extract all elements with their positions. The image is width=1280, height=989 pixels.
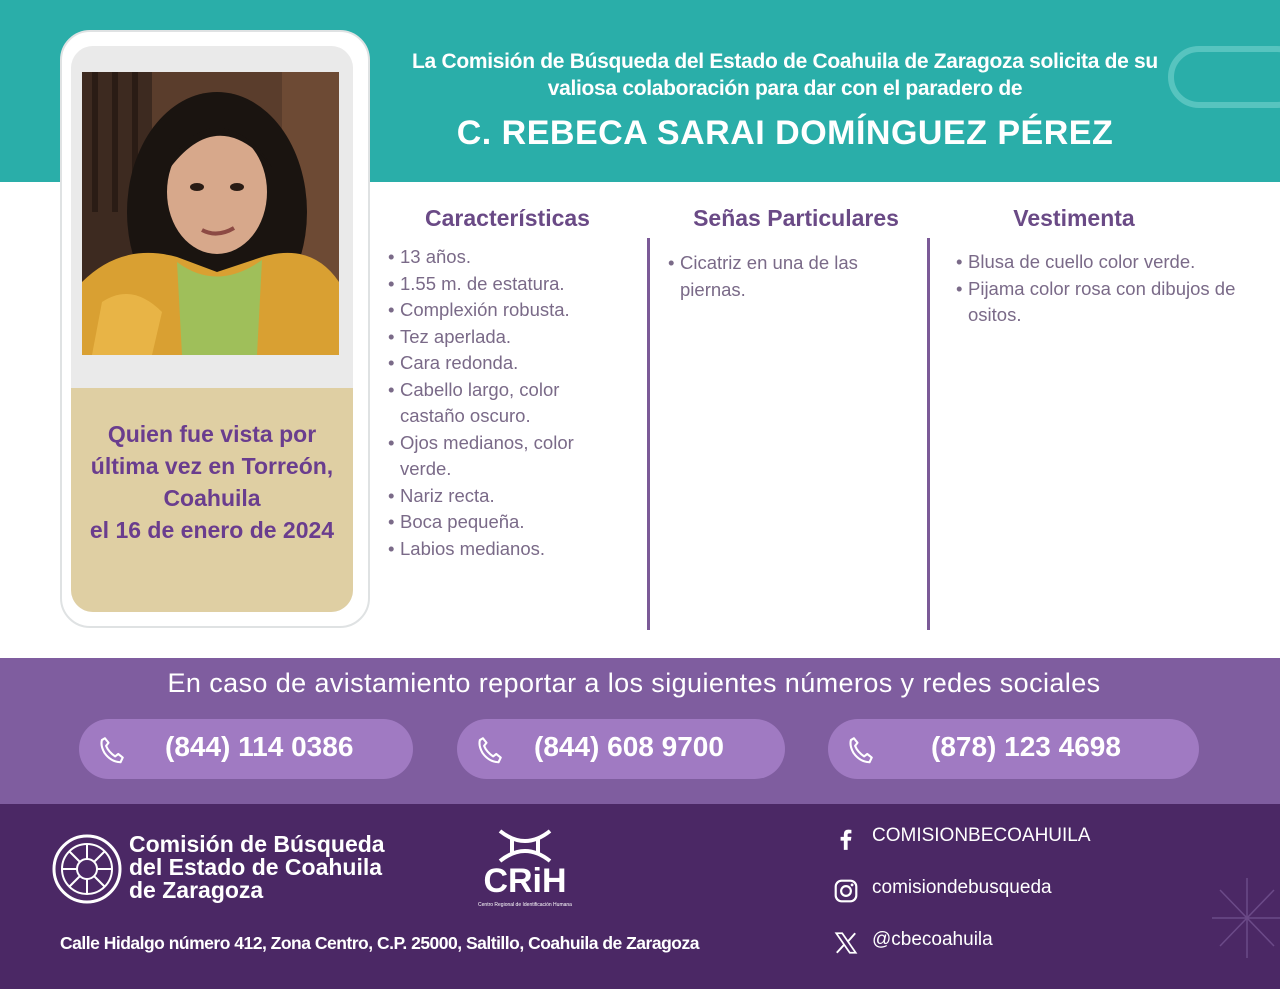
list-item: • Cabello largo, color castaño oscuro. [388, 377, 598, 430]
crih-logo-text: CRiH [483, 862, 567, 900]
comision-emblem-icon [51, 833, 123, 905]
caracteristicas-list [388, 244, 623, 562]
phone-icon [473, 733, 509, 769]
facebook-icon[interactable] [833, 826, 859, 852]
vestimenta-list [956, 249, 1256, 329]
facebook-handle[interactable]: COMISIONBECOAHUILA [872, 825, 1091, 846]
instagram-icon[interactable] [833, 878, 859, 904]
list-item: • 1.55 m. de estatura. [388, 271, 623, 298]
list-item: • Labios medianos. [388, 536, 623, 563]
list-item: • Pijama color rosa con dibujos de ositos. [956, 276, 1256, 329]
senas-list [668, 250, 900, 303]
list-item: • Cara redonda. [388, 350, 623, 377]
x-handle[interactable]: @cbecoahuila [872, 929, 993, 950]
x-icon[interactable] [833, 930, 859, 956]
intro-text: La Comisión de Búsqueda del Estado de Coahuila de Zaragoza solicita de su valiosa colaboración para dar con el paradero de [412, 50, 1158, 100]
list-item: • Blusa de cuello color verde. [956, 249, 1256, 276]
person-photo [82, 72, 339, 355]
instagram-handle[interactable]: comisiondebusqueda [872, 877, 1052, 898]
crih-logo-subtext: Centro Regional de Identificación Humana [478, 902, 572, 908]
phone-number: (878) 123 4698 [931, 731, 1121, 762]
last-seen-date: el 16 de enero de 2024 [89, 517, 335, 543]
phone-button-3[interactable] [828, 719, 1199, 779]
organization-name: Comisión de Búsqueda del Estado de Coahuila de Zaragoza [129, 831, 385, 903]
list-item: • Cicatriz en una de las piernas. [668, 250, 900, 303]
decorative-pill [1168, 46, 1280, 108]
column-divider [647, 238, 650, 630]
list-item: • Complexión robusta. [388, 297, 623, 324]
phone-icon [95, 733, 131, 769]
report-instructions: En caso de avistamiento reportar a los siguientes números y redes sociales [167, 668, 1101, 698]
phone-number: (844) 608 9700 [534, 731, 724, 762]
vestimenta-title: Vestimenta [1013, 205, 1135, 231]
list-item: • 13 años. [388, 244, 623, 271]
list-item: • Boca pequeña. [388, 509, 623, 536]
sparkle-icon [1212, 878, 1280, 958]
caracteristicas-title: Características [425, 205, 590, 231]
phone-icon [844, 733, 880, 769]
list-item: • Nariz recta. [388, 483, 623, 510]
address: Calle Hidalgo número 412, Zona Centro, C.P. 25000, Saltillo, Coahuila de Zaragoza [60, 933, 699, 953]
list-item: • Ojos medianos, color verde. [388, 430, 613, 483]
missing-person-name: C. REBECA SARAI DOMÍNGUEZ PÉREZ [456, 114, 1114, 152]
phone-button-2[interactable] [457, 719, 785, 779]
phone-number: (844) 114 0386 [165, 731, 354, 762]
last-seen-location: Quien fue vista por última vez en Torreón, Coahuila [90, 421, 334, 511]
senas-title: Señas Particulares [693, 205, 899, 231]
column-divider [927, 238, 930, 630]
list-item: • Tez aperlada. [388, 324, 623, 351]
crih-logo-icon [470, 826, 580, 916]
phone-button-1[interactable] [79, 719, 413, 779]
